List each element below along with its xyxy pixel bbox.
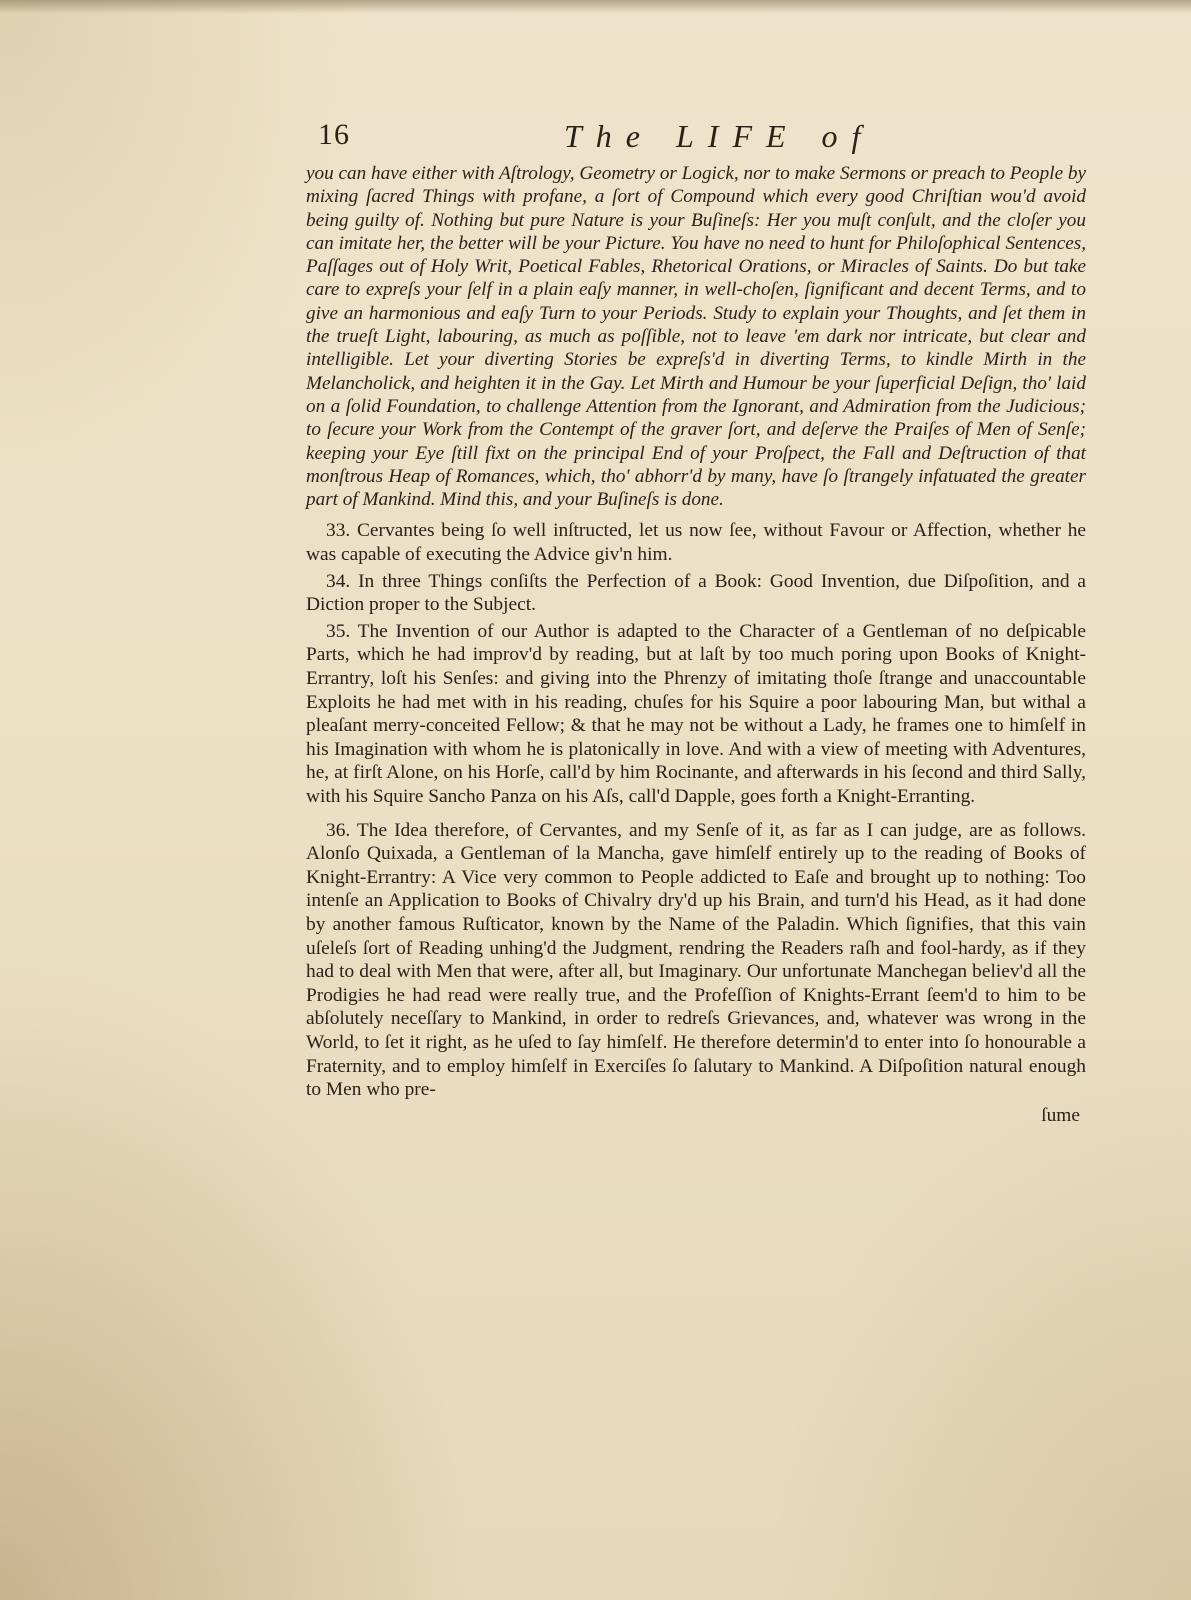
page-edge-shadow xyxy=(0,0,1191,14)
paragraph-33: 33. Cervantes being ſo well inſtructed, let us now ſee, without Favour or Affection, whether he was capable of executing the Advice giv'n him. xyxy=(306,520,1086,566)
paragraph-36: 36. The Idea therefore, of Cervantes, and my Senſe of it, as far as I can judge, are as follows. Alonſo Quixada, a Gentleman of la Mancha, gave himſelf entirely up to the reading of Books of Knight-Errantry: A Vice very common to People addicted to Eaſe and brought up to nothing: Too intenſe an Application to Books of Chivalry dry'd up his Brain, and turn'd his Head, as it had done by another famous Ruſticator, known by the Name of the Paladin. Which ſignifies, that this vain uſeleſs ſort of Reading unhing'd the Judgment, rendring the Readers raſh and fool-hardy, as if they had to deal with Men that were, after all, but Imaginary. Our unfortunate Manchegan believ'd all the Prodigies he had read were really true, and the Profeſſion of Knights-Errant ſeem'd to him to be abſolutely neceſſary to Mankind, in order to redreſs Grievances, and, whatever was wrong in the World, to ſet it right, as he uſed to ſay himſelf. He therefore determin'd to enter into ſo honourable a Fraternity, and to employ himſelf in Exerciſes ſo ſalutary to Mankind. A Diſpoſition natural enough to Men who pre- xyxy=(306,819,1086,1101)
paragraph-35: 35. The Invention of our Author is adapted to the Character of a Gentleman of no deſpicable Parts, which he had improv'd by reading, but at laſt by too much poring upon Books of Knight-Errantry, loſt his Senſes: and giving into the Phrenzy of imitating thoſe ſtrange and unaccountable Exploits he had met with in his reading, chuſes for his Squire a poor labouring Man, but withal a pleaſant merry-conceited Fellow; & that he may not be without a Lady, he frames one to himſelf in his Imagination with whom he is platonically in love. And with a view of meeting with Adventures, he, at firſt Alone, on his Horſe, call'd by him Rocinante, and afterwards in his ſecond and third Sally, with his Squire Sancho Panza on his Aſs, call'd Dapple, goes forth a Knight-Erranting. xyxy=(306,620,1086,807)
page-number: 16 xyxy=(318,118,350,151)
catchword: ſume xyxy=(1041,1104,1080,1126)
body-text xyxy=(306,162,1086,1127)
paragraph-34: 34. In three Things conſiſts the Perfection of a Book: Good Invention, due Diſpoſition, and a Diction proper to the Subject. xyxy=(306,570,1086,616)
running-head: The LIFE of xyxy=(564,118,875,154)
italic-passage: you can have either with Aſtrology, Geometry or Logick, nor to make Sermons or preach to People by mixing ſacred Things with profane, a ſort of Compound which every good Chriſtian wou'd avoid being guilty of. Nothing but pure Nature is your Buſineſs: Her you muſt conſult, and the cloſer you can imitate her, the better will be your Picture. You have no need to hunt for Philoſophical Sentences, Paſſages out of Holy Writ, Poetical Fables, Rhetorical Orations, or Miracles of Saints. Do but take care to expreſs your ſelf in a plain eaſy manner, in well-choſen, ſignificant and decent Terms, and to give an harmonious and eaſy Turn to your Periods. Study to explain your Thoughts, and ſet them in the trueſt Light, labouring, as much as poſſible, not to leave 'em dark nor intricate, but clear and intelligible. Let your diverting Stories be expreſs'd in diverting Terms, to kindle Mirth in the Melancholick, and heighten it in the Gay. Let Mirth and Humour be your ſuperficial Deſign, tho' laid on a ſolid Foundation, to challenge Attention from the Ignorant, and Admiration from the Judicious; to ſecure your Work from the Contempt of the graver ſort, and deſerve the Praiſes of Men of Senſe; keeping your Eye ſtill fixt on the principal End of your Proſpect, the Fall and Deſtruction of that monſtrous Heap of Romances, which, tho' abhorr'd by many, have ſo ſtrangely infatuated the greater part of Mankind. Mind this, and your Buſineſs is done. xyxy=(306,163,1086,511)
page-header xyxy=(318,118,1078,158)
